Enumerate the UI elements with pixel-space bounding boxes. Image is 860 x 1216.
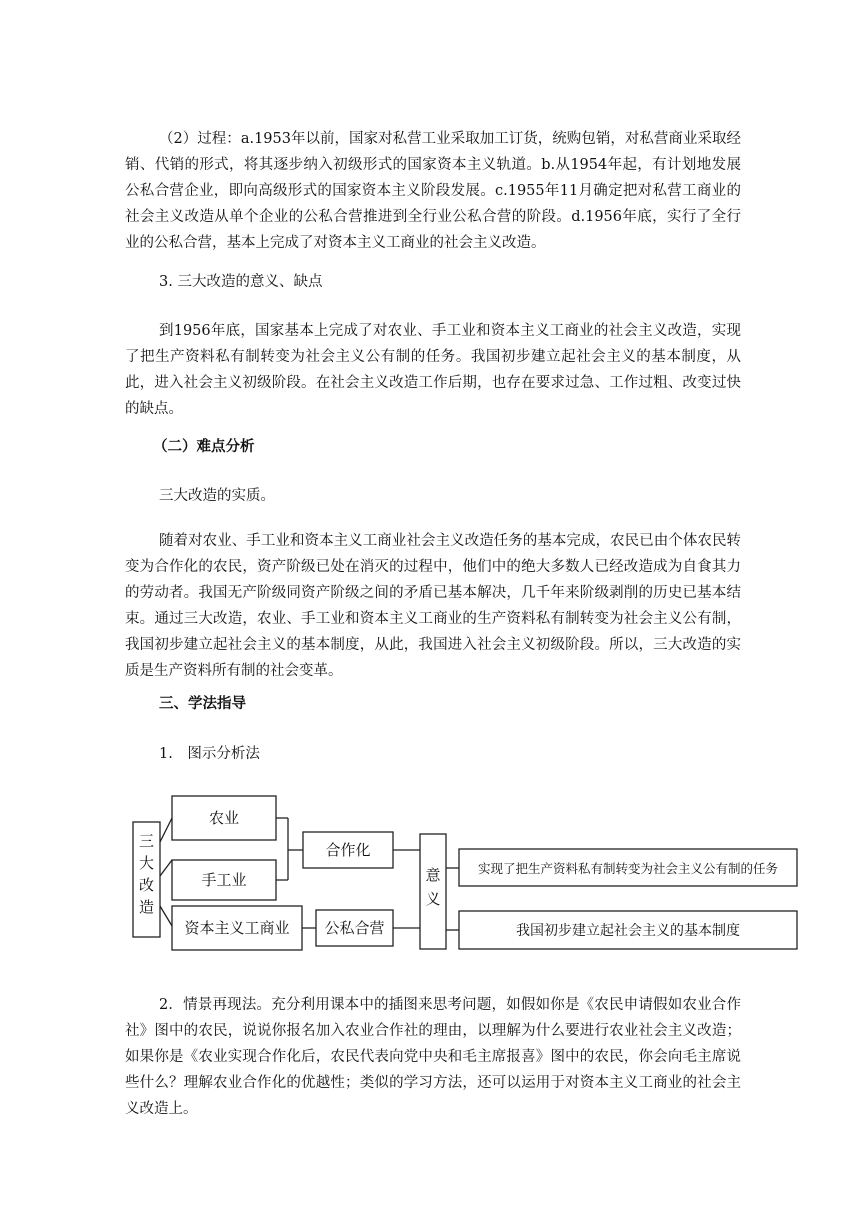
- left-label-char: 改: [138, 876, 155, 894]
- cooperation-label: 合作化: [325, 841, 371, 859]
- heading-difficulty: （二）难点分析: [153, 438, 255, 455]
- difficulty-topic: 三大改造的实质。: [159, 488, 275, 504]
- result-1-label: 实现了把生产资料私有制转变为社会主义公有制的任务: [477, 861, 779, 876]
- agriculture-label: 农业: [208, 809, 240, 827]
- left-label-char: 大: [138, 854, 155, 872]
- handicraft-label: 手工业: [201, 871, 247, 889]
- heading-significance: 3. 三大改造的意义、缺点: [159, 274, 323, 290]
- capitalist-label: 资本主义工商业: [184, 919, 290, 937]
- significance-paragraph: 到1956年底，国家基本上完成了对农业、手工业和资本主义工商业的社会主义改造，实现了把生产资料私有制转变为社会主义公有制的任务。我国初步建立起社会主义的基本制度，从此，进入社会主义初级阶段。在社会主义改造工作后期，也存在要求过急、工作过粗、改变过快的缺点。: [125, 323, 741, 417]
- method-2-paragraph: 2．情景再现法。充分利用课本中的插图来思考问题，如假如你是《农民申请假如农业合作社》图中的农民，说说你报名加入农业合作社的理由，以理解为什么要进行农业社会主义改造；如果你是《农业实现合作化后，农民代表向党中央和毛主席报喜》图中的农民，你会向毛主席说些什么？理解农业合作化的优越性；类似的学习方法，还可以运用于对资本主义工商业的社会主义改造上。: [125, 997, 741, 1117]
- joint-label: 公私合营: [324, 919, 385, 937]
- significance-char: 义: [425, 890, 441, 908]
- heading-method: 三、学法指导: [159, 695, 246, 712]
- method-1-heading: 1. 图示分析法: [159, 746, 260, 762]
- process-paragraph: （2）过程：a.1953年以前，国家对私营工业采取加工订货，统购包销，对私营商业采取经销、代销的形式，将其逐步纳入初级形式的国家资本主义轨道。b.从1954年起，有计划地发展公私合营企业，即向高级形式的国家资本主义阶段发展。c.1955年11月确定把对私营工商业的社会主义改造从单个企业的公私合营推进到全行业公私合营的阶段。d.1956年底，实行了全行业的公私合营，基本上完成了对资本主义工商业的社会主义改造。: [125, 131, 741, 251]
- left-label-char: 造: [138, 898, 155, 916]
- significance-char: 意: [425, 866, 441, 884]
- left-label-char: 三: [138, 832, 155, 850]
- result-2-label: 我国初步建立起社会主义的基本制度: [516, 923, 740, 939]
- difficulty-paragraph: 随着对农业、手工业和资本主义工商业社会主义改造任务的基本完成，农民已由个体农民转变为合作化的农民，资产阶级已处在消灭的过程中，他们中的绝大多数人已经改造成为自食其力的劳动者。我国无产阶级同资产阶级之间的矛盾已基本解决，几千年来阶级剥削的历史已基本结束。通过三大改造，农业、手工业和资本主义工商业的生产资料私有制转变为社会主义公有制，我国初步建立起社会主义的基本制度，从此，我国进入社会主义初级阶段。所以，三大改造的实质是生产资料所有制的社会变革。: [125, 533, 741, 679]
- transformation-diagram: [0, 780, 860, 960]
